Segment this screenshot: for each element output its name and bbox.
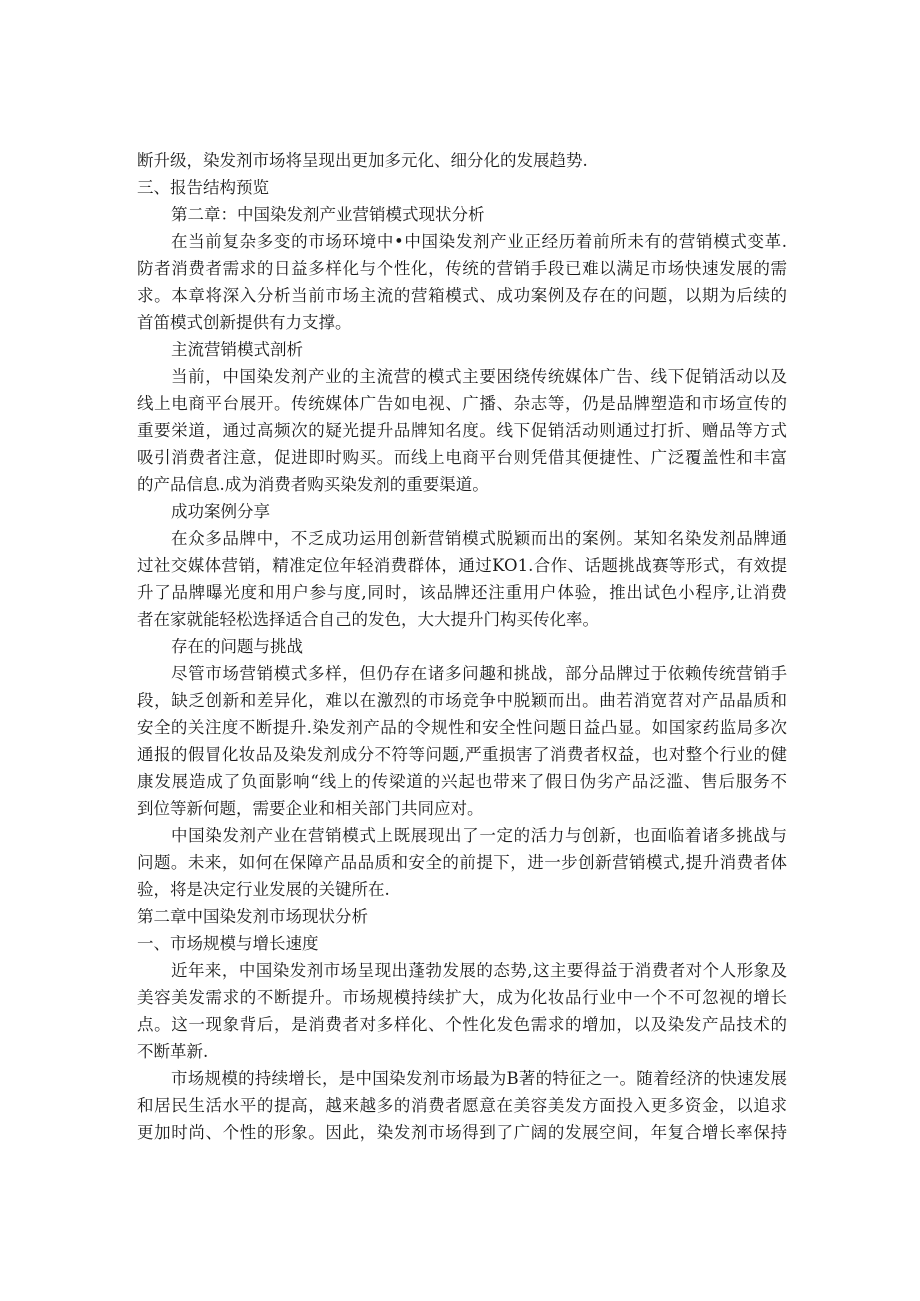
text-line: 的产品信息.成为消费者购买染发剂的重要渠道。: [137, 475, 489, 494]
text-line: 安全的关注度不断提升.染发剂产品的令规性和安全性问题日益凸显。如国家药监局多次: [137, 718, 787, 737]
text-line: 过社交媒体营销，精准定位年轻消费群体，通过KO1.合作、话题挑战赛等形式，有效提: [137, 556, 787, 575]
text-line: 更加时尚、个性的形象。因此，染发剂市场得到了广阔的发展空间，年复合增长率保持: [137, 1123, 787, 1142]
text-line: 和居民生活水平的提高，越来越多的消费者愿意在美容美发方面投入更多资金，以追求: [137, 1096, 787, 1115]
text-line: 主流营销模式剖析: [171, 340, 303, 359]
text-line: 一、市场规模与增长速度: [137, 934, 319, 953]
text-line: 者在家就能轻松选择适合自己的发色，大大提升门构买传化率。: [137, 610, 599, 629]
text-line: 康发展造成了负面影响“线上的传梁道的兴起也带来了假日伪劣产品泛滥、售后服务不: [137, 772, 787, 791]
text-line: 不断革新.: [137, 1042, 209, 1061]
text-line: 在当前复杂多变的市场环境中•中国染发剂产业正经历着前所未有的营销模式变革.: [171, 232, 787, 251]
text-line: 近年来，中国染发剂市场呈现出蓬勃发展的态势,这主要得益于消费者对个人形象及: [171, 961, 787, 980]
text-line: 首笛模式创新提供有力支撑。: [137, 313, 352, 332]
text-line: 在众多品牌中，不乏成功运用创新营销模式脱颖而出的案例。某知名染发剂品牌通: [171, 529, 787, 548]
text-line: 尽管市场营销模式多样，但仍存在诸多问趣和挑战，部分品牌过于依赖传统营销手: [171, 664, 787, 683]
text-line: 点。这一现象背后，是消费者对多样化、个性化发色需求的增加，以及染发产品技术的: [137, 1015, 787, 1034]
text-line: 验，将是决定行业发展的关键所在.: [137, 880, 390, 899]
text-line: 存在的问题与挑战: [171, 637, 303, 656]
text-line: 当前，中国染发剂产业的主流营的模式主要困绕传统媒体广告、线下促销活动以及: [171, 367, 787, 386]
text-line: 市场规模的持续增长，是中国染发剂市场最为B著的特征之一。随着经济的快速发展: [171, 1069, 787, 1088]
text-line: 升了品牌曝光度和用户参与度,同时，该品牌还注重用户体验，推出试色小程序,让消费: [137, 583, 787, 602]
text-line: 段，缺乏创新和差异化，难以在激烈的市场竞争中脱颖而出。曲若消宽苕对产品晶质和: [137, 691, 787, 710]
document-page: [137, 147, 787, 1146]
text-line: 第二章：中国染发剂产业营销模式现状分析: [171, 205, 485, 224]
text-line: 中国染发剂产业在营销模式上既展现出了一定的活力与创新，也面临着诸多挑战与: [171, 826, 787, 845]
text-line: 三、报告结构预览: [137, 178, 269, 197]
text-line: 断升级，染发剂市场将呈现出更加多元化、细分化的发展趋势.: [137, 151, 588, 170]
text-line: 到位等新何题，需要企业和相关部门共同应对。: [137, 799, 484, 818]
text-line: 问题。未来，如何在保障产品品质和安全的前提下，进一步创新营销模式,提升消费者体: [137, 853, 787, 872]
text-line: 防者消费者需求的日益多样化与个性化，传统的营销手段已难以满足市场快速发展的需: [137, 259, 787, 278]
text-line: 线上电商平台展开。传统媒体广告如电视、广播、杂志等，仍是品牌塑造和市场宣传的: [137, 394, 787, 413]
text-line: 通报的假冒化妆品及染发剂成分不符等问题,严重损害了消费者权益，也对整个行业的健: [137, 745, 787, 764]
text-line: 求。本章将深入分析当前市场主流的营箱模式、成功案例及存在的问题，以期为后续的: [137, 286, 787, 305]
text-line: 第二章中国染发剂市场现状分析: [137, 907, 368, 926]
text-line: 成功案例分享: [171, 502, 270, 521]
text-line: 吸引消费者注意，促进即时购买。而线上电商平台则凭借其便捷性、广泛覆盖性和丰富: [137, 448, 787, 467]
text-line: 重要栄道，通过高频次的疑光提升品牌知名度。线下促销活动则通过打折、赠品等方式: [137, 421, 787, 440]
text-line: 美容美发需求的不断提升。市场规模持续扩大，成为化妆品行业中一个不可忽视的增长: [137, 988, 787, 1007]
